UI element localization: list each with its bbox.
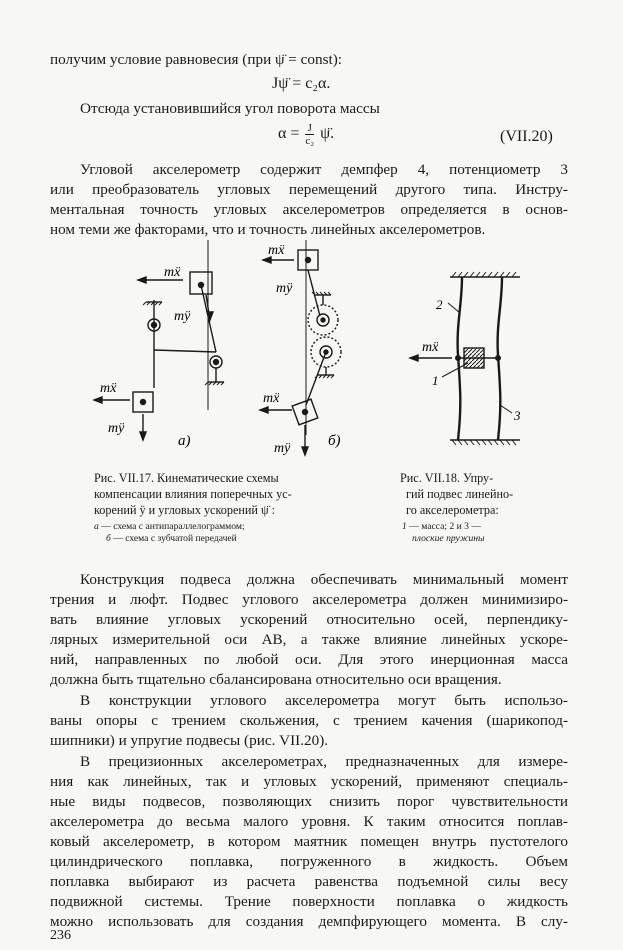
para1-line: или преобразователь угловых перемещений другого типа. Инстру- xyxy=(50,181,568,198)
para4-line: поплавка выбирают из расчета равенства подъемной силы весу xyxy=(50,873,568,890)
para2-line: лярных измерительной оси AB, а также влияние линейных ускоре- xyxy=(50,631,568,648)
para1-line: ном теми же факторами, что и точность линейных акселерометров. xyxy=(50,221,486,238)
fig17-caption-line: компенсации влияния поперечных ус- xyxy=(94,487,292,501)
page-number: 236 xyxy=(50,928,71,943)
legend-text: — масса; 2 и 3 — xyxy=(406,521,481,532)
legend-text: плоские пружины xyxy=(412,533,485,544)
equation-number: (VII.20) xyxy=(500,128,553,145)
para4-line: можно использовать для создания демпфирующего момента. В слу- xyxy=(50,913,568,930)
equation-lhs: α = xyxy=(278,125,300,143)
para4-line: цилиндрического поплавка, погруженного в жидкость. Объем xyxy=(50,853,568,870)
para4-line: акселерометра до весьма малого уровня. К таким относится поплав- xyxy=(50,813,568,830)
para4-line: В прецизионных акселерометрах, предназначенных для измере- xyxy=(80,753,568,770)
equation-equilibrium: Jψ̈ = c₂α. xyxy=(272,75,331,92)
para3-line: ваны опоры с трением скольжения, с трением качения (шарикопод- xyxy=(50,712,568,729)
legend-text: — схема с антипараллелограммом; xyxy=(98,521,245,532)
legend-key: б xyxy=(106,533,111,544)
para2-line: ний, направленных по любой оси. Для этого инерционная масса xyxy=(50,651,568,668)
intro-line-2: Отсюда установившийся угол поворота массы xyxy=(80,100,380,117)
para3-line: шипники) и упругие подвесы (рис. VII.20). xyxy=(50,732,329,749)
para2-line: Конструкция подвеса должна обеспечивать минимальный момент xyxy=(80,571,568,588)
para4-line: ные виды подвесов, позволяющих снизить порог чувствительности xyxy=(50,793,568,810)
equation-vii-20 xyxy=(278,122,334,147)
fig18-legend-2 xyxy=(412,533,485,545)
para3-line: В конструкции углового акселерометра могут быть использо- xyxy=(80,692,568,709)
legend-text: — схема с зубчатой передачей xyxy=(110,533,237,544)
fig17-legend-a xyxy=(94,521,245,533)
fig17-caption-line: Рис. VII.17. Кинематические схемы xyxy=(94,471,279,485)
equation-rhs: ψ̈. xyxy=(320,125,335,143)
label-mx-18: mẍ xyxy=(422,340,439,355)
cross-link-a xyxy=(154,350,216,352)
fraction-numerator: J xyxy=(305,122,314,135)
para2-line: вать влияние угловых ускорений относительно осей, перпендику- xyxy=(50,611,568,628)
fig17-legend-b xyxy=(106,533,237,545)
label-my-bottom-b: mÿ xyxy=(274,441,291,456)
fig17-caption-line: корений ÿ и угловых ускорений ψ̈ : xyxy=(94,503,276,517)
label-mx-bottom-a: mẍ xyxy=(100,381,117,396)
label-mx-top-a: mẍ xyxy=(164,265,181,280)
label-mx-bottom-b: mẍ xyxy=(263,391,280,406)
para4-line: подвижной системы. Трение поверхности поплавка о жидкость xyxy=(50,893,568,910)
label-tag-b: б) xyxy=(328,433,341,449)
legend-key: 1 xyxy=(402,521,407,532)
label-mx-top-b: mẍ xyxy=(268,243,285,258)
fig18-caption-line: го акселерометра: xyxy=(406,503,499,517)
para1-line: ментальная точность угловых акселерометров определяется в основ- xyxy=(50,201,568,218)
legend-key: а xyxy=(94,521,99,532)
label-my-bottom-a: mÿ xyxy=(108,421,125,436)
label-my-top-b: mÿ xyxy=(276,281,293,296)
fraction-denominator: c₂ xyxy=(305,135,315,147)
label-2: 2 xyxy=(436,297,443,312)
label-my-top-a: mÿ xyxy=(174,309,191,324)
label-1: 1 xyxy=(432,373,439,388)
fig18-legend-1 xyxy=(402,521,481,533)
label-3: 3 xyxy=(514,408,521,423)
para2-line: должна быть тщательно сбалансирована относительно оси вращения. xyxy=(50,671,502,688)
figure-vii-17-diagram xyxy=(88,240,378,465)
label-tag-a: а) xyxy=(178,433,191,449)
fig18-caption-line: гий подвес линейно- xyxy=(406,487,514,501)
fig18-caption-line: Рис. VII.18. Упру- xyxy=(400,471,494,485)
para1-line: Угловой акселерометр содержит демпфер 4, потенциометр 3 xyxy=(80,161,568,178)
para4-line: ния как линейных, так и угловых ускорений, применяют специаль- xyxy=(50,773,568,790)
figure-vii-18-diagram xyxy=(392,265,562,455)
intro-line-1: получим условие равновесия (при ψ̈ = const): xyxy=(50,51,342,68)
equation-fraction xyxy=(305,122,314,147)
para4-line: ковый акселерометр, в котором маятник помещен внутрь пустотелого xyxy=(50,833,568,850)
para2-line: трения и люфт. Подвес углового акселерометра должен минимизиро- xyxy=(50,591,568,608)
